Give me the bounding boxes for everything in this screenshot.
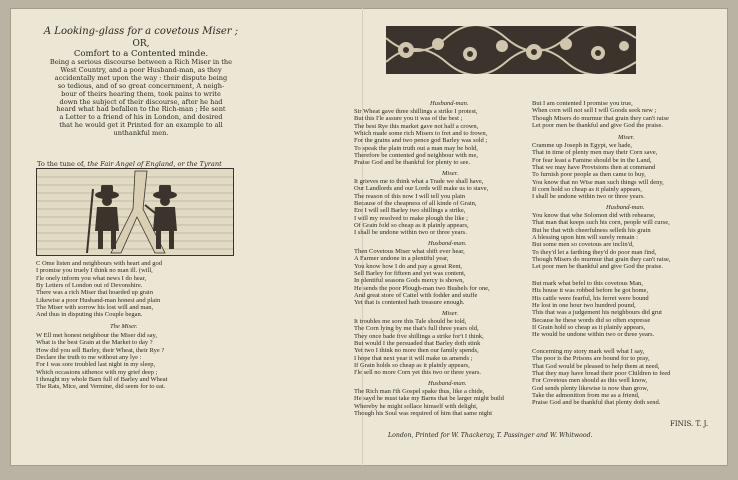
verse-line: Though his Soul was required of him that same night — [354, 410, 493, 418]
intro-line: heard what had befallen to the Rich-man ; He sent — [56, 105, 226, 114]
verse-line: The Rats, Mice, and Vermine, did seem for to eat. — [36, 383, 166, 391]
intro-line: so tedious, and of so great concernment, A neigh- — [57, 81, 225, 90]
verse-line: What is the best Grain at the Market to day ? — [36, 339, 153, 347]
verse-line: This that was a judgement his neighbours did grut — [532, 309, 662, 317]
tune-prefix: To the tune of, — [37, 160, 86, 168]
two-men-woodcut-icon — [37, 169, 233, 255]
verse-line: That God would be pleased to help them at need, — [532, 362, 660, 370]
verse-right-1 — [532, 100, 716, 129]
ballad-subtitle-2: Comfort to a Contented minde. — [73, 49, 209, 59]
verse-line: And thus in disputing this Couple began. — [36, 311, 143, 319]
verse-line: God sends plenty likewise is now than grow, — [532, 384, 649, 392]
verse-line: But would I the persuaded that Barley doth stink — [354, 340, 481, 348]
verse-mid-2 — [354, 178, 526, 237]
verse-line: The Miser with sorrow his lost will and man, — [36, 304, 154, 312]
verse-line: He sends the poor Plough-man two Bushels for one, — [354, 284, 490, 292]
verse-line: Whereby he might sollace himself with delight, — [354, 402, 478, 410]
verse-line: Let poor men be thankful and give God the praise. — [532, 263, 664, 271]
woodcut-illustration — [36, 168, 234, 256]
speaker-miser: Miser. — [442, 310, 459, 317]
intro-line: that he would get it Printed for an example to all — [59, 121, 223, 130]
verse-line: You know that whe Solomon did with rehearse, — [532, 212, 656, 219]
verse-line: For I was sore troubled last night in my sleep, — [36, 361, 156, 369]
verse-line: To they'd let a farthing they'd do poor man find, — [532, 248, 657, 256]
verse-line: I hope that next year it will make us amends ; — [354, 354, 473, 362]
verse-line: Which made some rich Misers to fret and to frown, — [354, 130, 488, 138]
verse-line: But I am contented I promise you true, — [532, 100, 633, 107]
verse-line: W Ell met honest neighbour the Miser did say, — [36, 332, 157, 339]
speaker-husbandman: Husband-man. — [428, 380, 467, 387]
intro-line: West Country, and a poor Husband-man, as they — [60, 65, 222, 74]
verse-line: I shall be undone within two or three years. — [354, 229, 467, 237]
intro-paragraph — [37, 59, 245, 138]
intro-line: bour of theirs hearing them, took pains to write — [61, 89, 221, 98]
verse-line: Though Misers do murmur that grain they can't raise, — [532, 256, 671, 264]
verse-line: Of Grain fold so cheap as it plainly appears, — [354, 222, 469, 230]
verse-line: The best Rye this market gave not half a crown, — [354, 122, 479, 130]
verse-right-2 — [532, 142, 716, 201]
verse-line: It troubles me sore this Tale should be told, — [354, 318, 467, 325]
verse-line: That man that keeps such his corn, people will curse, — [532, 219, 670, 227]
verse-line: Yet that is contented hath treasure enough. — [354, 299, 465, 307]
verse-line: For fear least a Famine should be in the Land, — [532, 156, 652, 164]
intro-line: down the subject of their discourse, after he had — [59, 97, 223, 106]
verse-line: When corn will not sell I will Goods seek new ; — [532, 107, 657, 115]
verse-line: But he that with cheerfulness selleth his grain — [532, 226, 651, 234]
verse-line: I promise you truely I think no man ill. (will, — [36, 267, 153, 275]
verse-line: I will my resolved to make plough the like ; — [354, 214, 468, 222]
tune-line — [37, 160, 245, 168]
verse-line: He would be undone within two or three years. — [532, 331, 655, 339]
intro-line: accidentally met upon the way : their dispute being — [54, 73, 228, 82]
verse-line: The Rich man i'th Gospel spake thus, like a chide, — [354, 388, 485, 395]
verse-right-5 — [532, 348, 716, 407]
verse-line: That we may have Provisions then at command — [532, 164, 656, 172]
verse-right-4 — [532, 280, 716, 339]
verse-line: Praise God and be thankful for plenty to see. — [354, 159, 471, 167]
verse-line: There was a rich Miser that hoarded up grain — [36, 289, 153, 297]
finis-mark: FINIS. T. J. — [670, 420, 709, 428]
verse-line: They once bade five shillings a strike for't I think, — [354, 332, 484, 340]
verse-line: He lost in one hour two hundred pound, — [532, 302, 636, 310]
verse-line: A Farmer undone in a plentiful year, — [354, 255, 449, 263]
verse-line: The poor is the Prisons are bound for to pray, — [532, 355, 650, 363]
verse-line: In plentiful seasons Gods mercy is shown, — [354, 277, 464, 285]
verse-line: C Ome listen and neighbours with heart and god — [36, 260, 163, 267]
verse-line: His cattle were fearful, his ferret were bound — [532, 294, 649, 302]
speaker-miser: Miser. — [618, 134, 635, 141]
verse-line: I'le onely inform you what news I do hear, — [36, 274, 147, 282]
speaker-miser: Miser. — [442, 170, 459, 177]
verse-line: Because he these words did so often expresse — [532, 316, 651, 324]
verse-line: How did you sell Barley, their Wheat, their Rye ? — [36, 346, 165, 354]
verse-left-1 — [36, 260, 236, 319]
verse-line: And great store of Cattel with fodder and stuffe — [354, 292, 478, 300]
verse-line: Our Landlords and our Lords will make us to stave, — [354, 185, 489, 193]
verse-line: If Grain hold so cheap as it plainly appears, — [532, 324, 646, 332]
verse-line: I thought my whole Barn full of Barley and Wheat — [36, 376, 168, 384]
verse-left-2 — [36, 332, 236, 391]
tune-name: the Fair Angel of England, or the Tyrant — [87, 160, 222, 168]
verse-line: Declare the truth to me without any lye : — [36, 354, 142, 362]
verse-line: You know that no Wise man such things will deny, — [532, 178, 664, 186]
verse-line: Though Misers do murmur that grain they can't raise — [532, 114, 669, 122]
verse-line: I'le sell no more Corn yet this two or three years. — [354, 369, 481, 377]
floral-banner-icon — [386, 26, 636, 74]
verse-line: I shall be undone within two or three years. — [532, 193, 645, 201]
verse-line: You know how I do and pay a great Rent, — [354, 262, 463, 270]
verse-line: It grieves me to think what a Trade we shall have, — [354, 178, 484, 185]
intro-line: a Letter to a friend of his in London, and desired — [59, 113, 223, 122]
verse-line: By Letters of London out of Devonshire. — [36, 282, 143, 290]
speaker-husbandman: Husband-man. — [430, 100, 469, 107]
verse-mid-3 — [354, 248, 526, 307]
broadside-sheet — [10, 8, 728, 466]
verse-line: But some men so covetous are inclin'd, — [532, 241, 634, 249]
verse-line: Sell Barley for fifteen and yet was content, — [354, 270, 466, 278]
verse-mid-1 — [354, 108, 526, 167]
verse-line: His house it was robbed before he got home, — [532, 287, 649, 295]
verse-line: The reason of this now I will tell you plain — [354, 192, 466, 200]
verse-line: Let poor men be thankful and give God the praise. — [532, 122, 664, 130]
speaker-miser: The Miser. — [110, 323, 138, 330]
speaker-husbandman: Husband-man. — [428, 240, 467, 247]
verse-line: Which occasions sithence with my grief deep ; — [36, 368, 158, 376]
verse-line: That they may have bread their poor Children to feed — [532, 370, 671, 378]
verse-line: That in time of plenty men may their Corn save, — [532, 149, 658, 157]
verse-line: For Covetous men should as this well know, — [532, 377, 648, 385]
verse-mid-4 — [354, 318, 526, 377]
verse-line: Sir Wheat gave three shillings a strike I protest, — [354, 108, 478, 115]
verse-line: To speak the plain truth out a man may be bold, — [354, 144, 478, 152]
verse-line: The Corn lying by me that's full three years old, — [354, 325, 479, 333]
verse-line: Cramme up Joseph in Egypt, we hade, — [532, 142, 633, 149]
verse-line: But mark what befel to this covetous Man, — [532, 280, 643, 287]
verse-line: If Grain holds so cheap as it plainly appears, — [354, 362, 470, 370]
verse-mid-5 — [354, 388, 526, 417]
verse-line: Likewise a poor Husband-man honest and plain — [36, 296, 161, 304]
verse-line: Ere I will sell Barley two shillings a strike, — [354, 207, 466, 215]
verse-right-3 — [532, 212, 716, 271]
verse-line: Concerning my story mark well what I say, — [532, 348, 645, 355]
verse-line: Take the admonition from me as a friend, — [532, 392, 640, 400]
verse-line: Because of the cheapness of all kinde of Grain, — [354, 200, 477, 208]
intro-line: Being a serious discourse between a Rich Miser in the — [49, 58, 233, 66]
intro-line: unthankful men. — [113, 129, 169, 138]
printer-imprint: London, Printed for W. Thackeray, T. Passinger and W. Whitwood. — [388, 432, 593, 439]
speaker-husbandman: Husband-man. — [606, 204, 645, 211]
verse-line: To furnish poor people as then came to buy, — [532, 171, 646, 179]
verse-line: Yet two I think no more then our family spends, — [354, 347, 479, 355]
ballad-title: A Looking-glass for a covetous Miser ; — [43, 26, 239, 37]
verse-line: Therefore be contented god neighbour with me, — [354, 152, 478, 160]
verse-line: He sayd he must take my Barns that be larger might build — [354, 395, 504, 403]
verse-line: But this I'le assure you it was of the best ; — [354, 115, 463, 123]
ballad-subtitle: OR, — [132, 39, 150, 49]
verse-line: Praise God and be thankful that plenty doth send. — [532, 399, 661, 407]
verse-line: If corn hold so cheap as it plainly appears, — [532, 186, 642, 194]
verse-line: A blessing upon him will surely remain : — [532, 234, 638, 242]
verse-line: For the grains and two pence god Barley was sold ; — [354, 137, 488, 145]
verse-line: Then Covetous Miser what shift ever hear, — [354, 248, 465, 255]
